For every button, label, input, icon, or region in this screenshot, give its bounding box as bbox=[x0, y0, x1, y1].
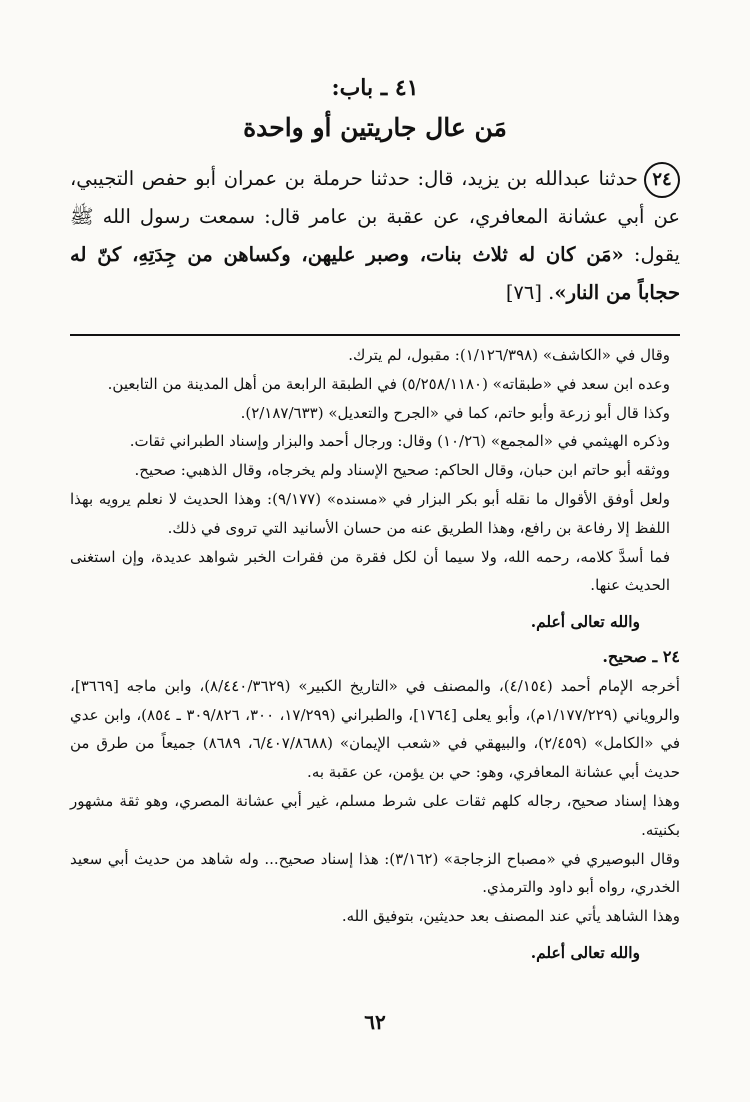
note-paragraph: وهذا إسناد صحيح، رجاله كلهم ثقات على شرط مسلم، غير أبي عشانة المصري، وهو ثقة مشهور بكنيته. bbox=[70, 791, 680, 839]
hadith-isnad: حدثنا عبدالله بن يزيد، قال: حدثنا حرملة بن عمران أبو حفص التجيبي، عن أبي عشانة المعافري، عن عقبة بن عامر قال: سمعت رسول الله ﷺ يقول: bbox=[70, 167, 680, 266]
note-paragraph: ووثقه أبو حاتم ابن حبان، وقال الحاكم: صحيح الإسناد ولم يخرجاه، وقال الذهبي: صحيح. bbox=[134, 461, 670, 480]
hadith-reference: . [٧٦] bbox=[505, 281, 555, 304]
note-paragraph: وهذا الشاهد يأتي عند المصنف بعد حديثين، بتوفيق الله. bbox=[341, 907, 680, 926]
hadith-text bbox=[70, 160, 680, 312]
note-paragraph: أخرجه الإمام أحمد (٤/١٥٤)، والمصنف في «التاريخ الكبير» (٨/٤٤٠/٣٦٢٩)، وابن ماجه [٣٦٦٩]، والروياني (١/١٧٧/٢٢٩م)، وأبو يعلى [١٧٦٤]، والطبراني (١٧/٢٩٩، ٣٠٠، ٣٠٩/٨٢٦ ـ ٨٥٤)، وابن عدي في «الكامل» (٢/٤٥٩)، والبيهقي في «شعب الإيمان» (٦/٤٠٧/٨٦٨٨، ٨٦٨٩) جميعاً من طرق من حديث أبي عشانة المعافري، وهو: حي بن يؤمن، عن عقبة به. bbox=[70, 676, 681, 782]
note-paragraph: وقال في «الكاشف» (١/١٢٦/٣٩٨): مقبول، لم يترك. bbox=[348, 346, 670, 364]
note-paragraph: وذكره الهيثمي في «المجمع» (١٠/٢٦) وقال: ورجال أحمد والبزار وإسناد الطبراني ثقات. bbox=[129, 432, 670, 451]
chapter-title: مَن عال جاريتين أو واحدة bbox=[243, 113, 507, 142]
note-paragraph: فما أسدَّ كلامه، رحمه الله، ولا سيما أن لكل فقرة من فقرات الخبر شواهد عديدة، وإن استغنى الحديث عنها. bbox=[70, 547, 670, 595]
note-paragraph: وعده ابن سعد في «طبقاته» (٥/٢٥٨/١١٨٠) في الطبقة الرابعة من أهل المدينة من التابعين. bbox=[107, 374, 670, 393]
chapter-number: ٤١ ـ باب: bbox=[331, 75, 419, 101]
hadith-number-badge: ٢٤ bbox=[644, 162, 680, 198]
signoff: والله تعالى أعلم. bbox=[530, 942, 640, 962]
signoff: والله تعالى أعلم. bbox=[530, 612, 640, 632]
footnotes bbox=[70, 341, 680, 968]
hadith-matn: «مَن كان له ثلاث بنات، وصبر عليهن، وكساهن من جِدَتِهِ، كنّ له حجاباً من النار» bbox=[70, 243, 680, 304]
note-paragraph: وكذا قال أبو زرعة وأبو حاتم، كما في «الجرح والتعديل» (٢/١٨٧/٦٣٣). bbox=[240, 403, 670, 422]
book-page bbox=[70, 70, 680, 974]
note-paragraph: وقال البوصيري في «مصباح الزجاجة» (٣/١٦٢): هذا إسناد صحيح... وله شاهد من حديث أبي سعيد الخدري، رواه أبو داود والترمذي. bbox=[70, 849, 680, 897]
hadith-grade: ٢٤ ـ صحيح. bbox=[602, 646, 680, 666]
footnote-divider bbox=[70, 334, 680, 336]
note-paragraph: ولعل أوفق الأقوال ما نقله أبو بكر البزار في «مسنده» (٩/١٧٧): وهذا الحديث لا نعلم يرويه بهذا اللفظ إلا رفاعة بن رافع، وهذا الطريق عنه من حسان الأسانيد التي تروى في ذلك. bbox=[70, 489, 670, 537]
page-number: ٦٢ bbox=[364, 1010, 386, 1034]
